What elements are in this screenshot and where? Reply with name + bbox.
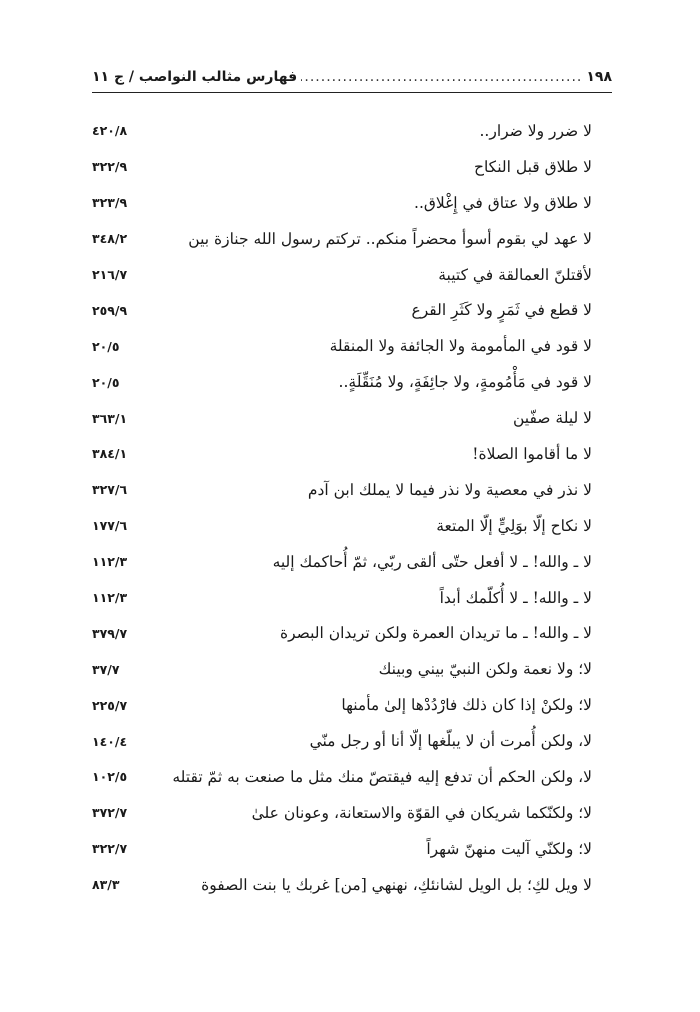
- index-entry: [92, 831, 592, 867]
- header-title: فهارس مثالب النواصب / ج ١١: [92, 69, 298, 85]
- index-entry: [92, 113, 592, 149]
- entry-reference: ٣٧٩/٧: [92, 625, 128, 641]
- entry-text: لأقتلنّ العمالقة في كتيبة: [438, 265, 592, 284]
- entry-reference: ٢٠/٥: [92, 374, 120, 390]
- entry-text: لا ـ والله! ـ لا أُكلّمك أبداً: [439, 588, 592, 607]
- entry-text: لا ليلة صفّين: [512, 409, 592, 428]
- index-entry: [92, 257, 592, 293]
- entry-reference: ٢٥٩/٩: [92, 302, 128, 318]
- entry-reference: ٨٣/٣: [92, 877, 120, 893]
- running-header: [92, 64, 612, 90]
- header-leader-dots: [301, 69, 582, 85]
- index-entry: [92, 185, 592, 221]
- entry-text: لا قود في مَأْمُومةٍ، ولا جائِفَةٍ، ولا مُنَقِّلَةٍ..: [338, 373, 592, 392]
- index-entry: [92, 221, 592, 257]
- index-entry: [92, 328, 592, 364]
- entry-text: لا نذر في معصية ولا نذر فيما لا يملك ابن آدم: [307, 480, 592, 499]
- entry-reference: ٤٢٠/٨: [92, 123, 128, 139]
- entry-text: لا نكاح إلّا بوَلِيٍّ إلّا المتعة: [436, 516, 592, 535]
- entry-reference: ٢٢٥/٧: [92, 697, 128, 713]
- entry-reference: ١١٢/٣: [92, 554, 128, 570]
- index-entry: [92, 795, 592, 831]
- entry-text: لا ـ والله! ـ ما تريدان العمرة ولكن تريدان البصرة: [279, 624, 592, 643]
- index-entry: [92, 867, 592, 903]
- header-rule: [92, 92, 612, 93]
- index-entry: [92, 472, 592, 508]
- entry-reference: ٢١٦/٧: [92, 267, 128, 282]
- entry-reference: ٣٧٢/٧: [92, 805, 128, 821]
- entry-reference: ٣٢٧/٦: [92, 482, 128, 498]
- index-entry: [92, 544, 592, 580]
- entry-reference: ٣٨٤/١: [92, 446, 128, 462]
- index-entry: [92, 292, 592, 328]
- entry-reference: ١٧٧/٦: [92, 518, 128, 534]
- index-entry: [92, 687, 592, 723]
- entry-text: لا ضرر ولا ضرار..: [479, 121, 592, 140]
- index-entry: [92, 759, 592, 795]
- entry-text: لا قطع في ثَمَرٍ ولا كَثَرِ القرع: [411, 301, 592, 320]
- entry-reference: ٣٧/٧: [92, 661, 120, 677]
- index-entry: [92, 508, 592, 544]
- entry-reference: ١٤٠/٤: [92, 733, 128, 749]
- index-list: [92, 113, 592, 903]
- index-entry: [92, 723, 592, 759]
- index-entry: [92, 364, 592, 400]
- entry-reference: ٣٢٣/٩: [92, 195, 128, 211]
- entry-reference: ٣٢٢/٧: [92, 841, 128, 857]
- entry-text: لا ويل لكِ؛ بل الويل لشانئكِ، نهنهي [من] غربك يا بنت الصفوة: [201, 875, 592, 894]
- entry-text: لا عهد لي بقوم أسوأ محضراً منكم.. تركتم رسول الله جنازة بين: [188, 229, 592, 248]
- entry-reference: ٣٦٣/١: [92, 410, 128, 426]
- index-entry: [92, 400, 592, 436]
- entry-text: لا؛ ولا نعمة ولكن النبيّ بيني وبينك: [378, 660, 592, 679]
- page-number: ١٩٨: [586, 69, 612, 85]
- entry-text: لا؛ ولكنْ إذا كان ذلك فارْدُدْها إلىٰ مأمنها: [341, 696, 592, 715]
- entry-reference: ٢٠/٥: [92, 338, 120, 354]
- entry-text: لا؛ ولكنّكما شريكان في القوّة والاستعانة، وعونان علىٰ: [251, 803, 592, 822]
- entry-text: لا ـ والله! ـ لا أفعل حتّى ألقى ربّي، ثمّ أُحاكمك إليه: [272, 552, 592, 571]
- entry-text: لا طلاق ولا عتاق في إِغْلاق..: [414, 193, 592, 212]
- entry-reference: ٣٢٢/٩: [92, 159, 128, 175]
- index-entry: [92, 580, 592, 616]
- entry-text: لا قود في المأمومة ولا الجائفة ولا المنقلة: [329, 337, 592, 356]
- index-entry: [92, 651, 592, 687]
- index-entry: [92, 436, 592, 472]
- entry-text: لا، ولكن الحكم أن تدفع إليه فيقتصّ منك مثل ما صنعت به ثمّ تقتله: [172, 767, 592, 786]
- index-entry: [92, 615, 592, 651]
- entry-text: لا، ولكن أُمرت أن لا يبلّغها إلّا أنا أو رجل منّي: [309, 732, 592, 751]
- entry-reference: ٣٤٨/٢: [92, 231, 128, 247]
- entry-text: لا؛ ولكنّي آليت منهنّ شهراً: [426, 839, 592, 858]
- entry-text: لا طلاق قبل النكاح: [473, 157, 592, 176]
- entry-reference: ١٠٢/٥: [92, 769, 128, 785]
- entry-reference: ١١٢/٣: [92, 590, 128, 606]
- index-entry: [92, 149, 592, 185]
- entry-text: لا ما أقاموا الصلاة!: [472, 444, 592, 463]
